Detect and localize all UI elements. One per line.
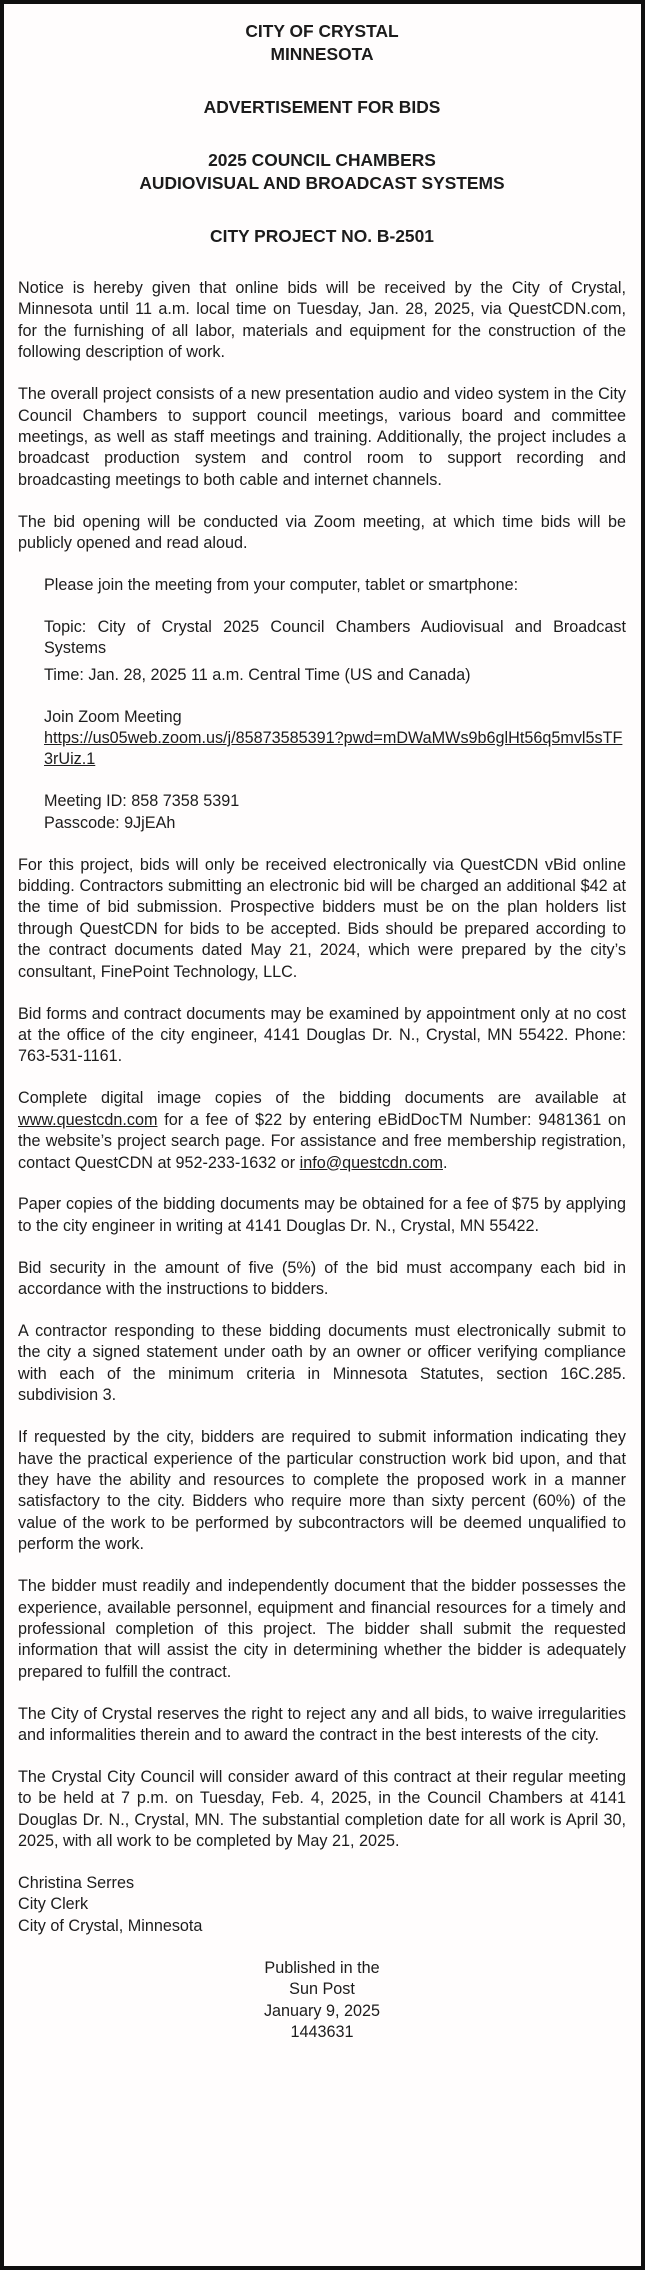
notice-header: [18, 20, 626, 248]
document-examination-paragraph: Bid forms and contract documents may be examined by appointment only at no cost at the office of the city engineer, 4141 Douglas Dr. N., Crystal, MN 55422. Phone: 763-531-1161.: [18, 1004, 626, 1066]
digital-copies-paragraph: [18, 1088, 626, 1174]
signature-name: Christina Serres: [18, 1874, 135, 1893]
publication-line-3: January 9, 2025: [263, 2001, 381, 2020]
signature-title: City Clerk: [18, 1895, 89, 1914]
zoom-join-link-wrap: [44, 728, 626, 771]
zoom-meeting-details: [18, 575, 626, 834]
project-scope-paragraph: The overall project consists of a new presentation audio and video system in the City Council Chambers to support council meetings, various board and committee meetings, as well as staff meetings and training. Additionally, the project includes a broadcast production system and control room to support recording and broadcasting meetings to both cable and internet channels.: [18, 385, 626, 489]
bid-security-paragraph: Bid security in the amount of five (5%) of the bid must accompany each bid in accordance with the instructions to bidders.: [18, 1258, 626, 1299]
publication-block: [18, 1958, 626, 2044]
questcdn-email-link[interactable]: info@questcdn.com: [299, 1153, 443, 1172]
signature-block: [18, 1873, 626, 1937]
electronic-bidding-paragraph: For this project, bids will only be received electronically via QuestCDN vBid online bidding. Contractors submitting an electronic bid will be charged an additional $42 at the time of bid submission. Prospective bidders must be on the plan holders list through QuestCDN for bids to be accepted. Bids should be prepared according to the contract documents dated May 21, 2024, which were prepared by the city’s consultant, FinePoint Technology, LLC.: [18, 855, 626, 981]
rights-reservation-paragraph: The City of Crystal reserves the right to reject any and all bids, to waive irregularities and informalities therein and to award the contract in the best interests of the city.: [18, 1704, 626, 1745]
signature-org: City of Crystal, Minnesota: [18, 1916, 203, 1935]
zoom-join-link[interactable]: https://us05web.zoom.us/j/85873585391?pwd=mDWaMWs9b6glHt56q5mvl5sTF3rUiz.1: [44, 729, 623, 769]
project-number-title: CITY PROJECT NO. B-2501: [210, 226, 434, 246]
questcdn-link[interactable]: www.questcdn.com: [18, 1110, 158, 1129]
publication-notice-number: 1443631: [290, 2023, 354, 2041]
compliance-statement-paragraph: A contractor responding to these bidding documents must electronically submit to the city a signed statement under oath by an owner or officer verifying compliance with each of the minimum criteria in Minnesota Statutes, section 16C.285. subdivision 3.: [18, 1322, 626, 1405]
city-title-line2: MINNESOTA: [270, 44, 374, 64]
notice-intro-paragraph: Notice is hereby given that online bids will be received by the City of Crystal, Minnesota until 11 a.m. local time on Tuesday, Jan. 28, 2025, via QuestCDN.com, for the furnishing of all labor, materials and equipment for the construction of the following description of work.: [18, 279, 626, 362]
digital-copies-text-1: Complete digital image copies of the bidding documents are available at: [18, 1089, 626, 1108]
digital-copies-text-3: .: [442, 1153, 448, 1172]
project-title-line2: AUDIOVISUAL AND BROADCAST SYSTEMS: [139, 173, 505, 193]
notice-body: [18, 278, 626, 2043]
meeting-topic: Topic: City of Crystal 2025 Council Chambers Audiovisual and Broadcast Systems: [44, 617, 626, 658]
meeting-time: Time: Jan. 28, 2025 11 a.m. Central Time (US and Canada): [44, 665, 471, 684]
publication-line-1: Published in the: [264, 1958, 380, 1977]
zoom-invite-line: Please join the meeting from your computer, tablet or smartphone:: [44, 575, 519, 594]
digital-copies-text-2: for a fee of $22 by entering eBidDocTM Number: 9481361 on the website’s project search page. For assistance and free membership registration, contact QuestCDN at 952-233-1632 or: [18, 1110, 626, 1172]
city-title-line1: CITY OF CRYSTAL: [245, 21, 399, 41]
publication-line-2: Sun Post: [289, 1980, 355, 1999]
zoom-join-label: Join Zoom Meeting: [44, 707, 182, 726]
meeting-passcode: Passcode: 9JjEAh: [44, 813, 176, 832]
paper-copies-paragraph: Paper copies of the bidding documents may be obtained for a fee of $75 by applying to the city engineer in writing at 4141 Douglas Dr. N., Crystal, MN 55422.: [18, 1195, 626, 1235]
bid-opening-paragraph: The bid opening will be conducted via Zoom meeting, at which time bids will be publicly opened and read aloud.: [18, 512, 626, 553]
experience-requirement-paragraph: If requested by the city, bidders are required to submit information indicating they have the practical experience of the particular construction work bid upon, and that they have the ability and resources to complete the proposed work in a manner satisfactory to the city. Bidders who require more than sixty percent (60%) of the value of the work to be performed by subcontractors will be deemed unqualified to perform the work.: [18, 1428, 626, 1554]
bidder-documentation-paragraph: The bidder must readily and independently document that the bidder possesses the experience, available personnel, equipment and financial resources for a timely and professional completion of this project. The bidder shall submit the requested information that will assist the city in determining whether the bidder is adequately prepared to fulfill the contract.: [18, 1577, 626, 1681]
contract-award-paragraph: The Crystal City Council will consider award of this contract at their regular meeting to be held at 7 p.m. on Tuesday, Feb. 4, 2025, in the Council Chambers at 4141 Douglas Dr. N., Crystal, MN. The substantial completion date for all work is April 30, 2025, with all work to be completed by May 21, 2025.: [18, 1767, 626, 1851]
advertisement-for-bids-title: ADVERTISEMENT FOR BIDS: [203, 97, 441, 117]
meeting-id: Meeting ID: 858 7358 5391: [44, 792, 240, 811]
project-title-line1: 2025 COUNCIL CHAMBERS: [208, 150, 436, 170]
